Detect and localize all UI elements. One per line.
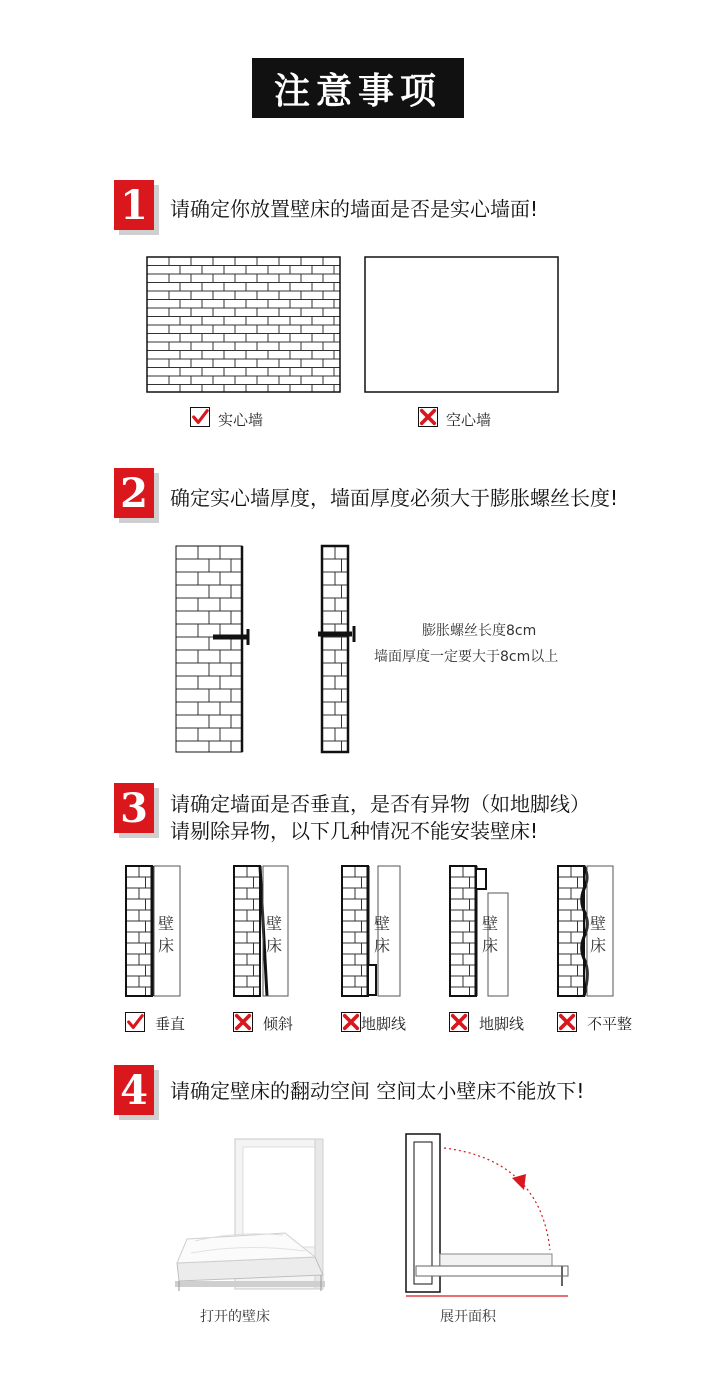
wall-bed-text: 床 [157,936,174,955]
thin-wall-illustration [318,545,368,755]
cross-icon [557,1012,577,1032]
solid-wall-label: 实心墙 [218,411,264,429]
thick-wall-illustration [175,545,255,755]
wall-bed-text: 壁 [265,914,282,933]
cross-icon [233,1012,253,1032]
wall-bed-text: 床 [265,936,282,955]
check-icon [190,407,210,427]
wall-case-illustration [125,865,185,999]
cross-icon [341,1012,361,1032]
hollow-wall-illustration [364,256,560,394]
wall-case-illustration [449,865,509,999]
wall-case-illustration [557,865,617,999]
section-3-heading-line1: 请确定墙面是否垂直，是否有异物（如地脚线） [170,792,590,816]
section-number-1: 1 [114,180,154,230]
section-1-heading: 请确定你放置壁床的墙面是否是实心墙面! [170,197,539,221]
page-title: 注意事项 [252,58,464,118]
wall-case-illustration [233,865,293,999]
section-number-4: 4 [114,1065,154,1115]
cross-icon [449,1012,469,1032]
solid-wall-illustration [146,256,342,394]
wall-case-label: 地脚线 [479,1015,525,1033]
open-bed-caption: 打开的壁床 [200,1309,270,1325]
check-icon [125,1012,145,1032]
screw-length-note: 膨胀螺丝长度8cm [422,623,537,639]
section-number-3: 3 [114,783,154,833]
unfold-area-diagram [400,1130,580,1300]
wall-bed-text: 壁 [589,914,606,933]
wall-bed-text: 床 [481,936,498,955]
wall-bed-text: 壁 [373,914,390,933]
wall-bed-text: 床 [589,936,606,955]
wall-bed-text: 壁 [157,914,174,933]
hollow-wall-label: 空心墙 [446,411,492,429]
wall-case-illustration [341,865,401,999]
wall-case-label: 地脚线 [361,1015,407,1033]
wall-case-label: 倾斜 [263,1015,294,1033]
section-3-heading-line2: 请剔除异物，以下几种情况不能安装壁床! [170,819,539,843]
open-wall-bed-illustration [165,1135,325,1295]
unfold-area-caption: 展开面积 [440,1309,496,1325]
wall-bed-text: 壁 [481,914,498,933]
wall-thickness-note: 墙面厚度一定要大于8cm以上 [374,649,559,665]
section-2-heading: 确定实心墙厚度，墙面厚度必须大于膨胀螺丝长度! [170,486,619,510]
wall-case-label: 垂直 [155,1015,186,1033]
cross-icon [418,407,438,427]
wall-bed-text: 床 [373,936,390,955]
section-number-2: 2 [114,468,154,518]
section-4-heading: 请确定壁床的翻动空间 空间太小壁床不能放下! [170,1079,585,1103]
wall-case-label: 不平整 [587,1015,633,1033]
